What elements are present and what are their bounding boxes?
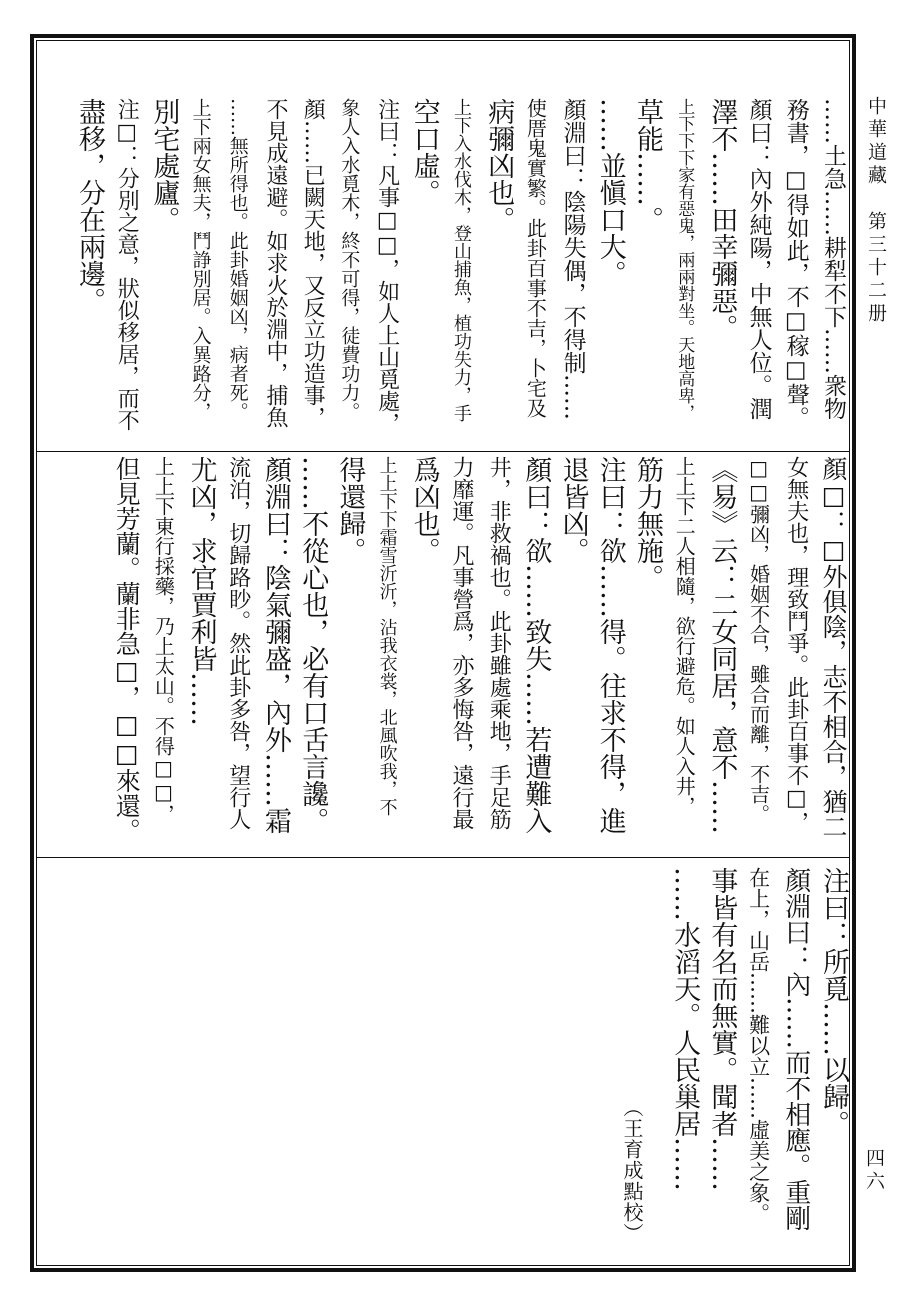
text-column: 草能……。	[632, 98, 663, 233]
text-column: 顏□：□外俱陰，志不相合，猶二	[819, 456, 848, 839]
text-column: 注□：分別之意，狀似移居，而不	[114, 98, 140, 431]
text-column: 注曰：所覓……以歸。	[818, 867, 849, 1137]
text-column: 顏……已闕天地，又反立功造事，	[300, 98, 326, 428]
text-column: 上下兩女無夫，鬥諍別居。入異路分，	[189, 98, 212, 421]
text-column: 女無夫也，理致鬥爭。此卦百事不□，	[783, 456, 809, 833]
text-column: ……並愼口大。	[594, 98, 626, 287]
text-column: 退皆凶。	[557, 456, 589, 564]
text-column: ……水滔天。人民巢居……	[669, 867, 701, 1191]
text-column: 上下下下家有惡鬼，兩兩對坐。天地高卑，	[674, 98, 695, 421]
panel-divider-top	[37, 451, 849, 452]
text-column: 上上下下霜雪沂沂，沾我衣裳，北風吹我，不	[376, 456, 398, 816]
text-column: 顏淵曰：內……而不相應。重剛	[780, 867, 811, 1231]
text-column: 別宅處廬。	[148, 98, 180, 233]
running-header: 中華道藏 第三十二册	[865, 96, 887, 326]
text-column: ……無所得也。此卦婚姻凶，病者死。	[226, 98, 249, 421]
text-column: 使厝鬼實繁。此卦百事不吉，卜宅及	[523, 98, 548, 418]
text-column: 尤凶，求官賈利皆……	[185, 456, 217, 726]
text-column: 但見芳蘭。蘭非急□，□□來還。	[112, 456, 142, 843]
text-column: 上下入水伐木，登山捕魚，植功失力，手	[451, 98, 472, 422]
text-column: 盡移，分在兩邊。	[74, 98, 105, 314]
text-column: 得還歸。	[334, 456, 366, 564]
text-column: 井，非救禍也。此卦雖處乘地，手足筋	[486, 456, 512, 830]
text-column: 不見成遠避。如求火於淵中，捕魚	[263, 98, 288, 428]
text-column: 《易》云：二女同居，意不……	[706, 456, 738, 834]
text-column: 顏淵曰：陰氣彌盛，內外……霜	[260, 456, 291, 834]
text-column: 筋力無施。	[632, 456, 663, 591]
text-column: 務書，□得如此，不□稼□聲。	[782, 98, 809, 429]
text-column: 象人入水覓木，終不可得，徒費功力。	[338, 98, 361, 421]
text-column: 上上下東行採藥，乃上太山。不得□□，	[151, 456, 176, 824]
text-column: 病彌凶也。	[483, 98, 515, 233]
text-column: 在上，山岳……難以立……虛美之象。	[746, 867, 771, 1224]
text-column: 事皆有名而無實。聞者……	[706, 867, 738, 1191]
text-column: ……不從心也，必有口舌言讒。	[297, 456, 329, 834]
text-column: 澤不……田幸彌惡。	[706, 98, 738, 341]
text-column: 顏曰：欲……致失……若遭難入	[520, 456, 552, 834]
panel-divider-bottom	[37, 857, 849, 858]
text-column: 爲凶也。	[408, 456, 440, 564]
page-number: 四六	[863, 1148, 885, 1194]
text-column: ……土急……耕犁不下……衆物	[820, 98, 846, 420]
text-column: 注曰：凡事□□，如人上山覓處，	[374, 98, 400, 434]
text-column: 顏淵曰：陰陽失偶，不得制……	[559, 98, 586, 420]
text-column: □□彌凶，婚姻不合，雖合而離，不吉。	[746, 456, 771, 824]
proofreader-note: （王育成點校）	[620, 1097, 644, 1244]
text-column: 顏曰：內外純陽，中無人位。潤	[745, 98, 772, 420]
text-column: 力靡運。凡事營爲，亦多悔咎，遠行最	[449, 456, 474, 830]
text-column: 上上下二人相隨，欲行避危。如人入井，	[672, 456, 697, 816]
text-column: 空口虛。	[408, 98, 440, 206]
text-column: 注曰：欲……得。往求不得，進	[594, 456, 626, 834]
text-column: 流泊，切歸路眇。然此卦多咎，望行人	[225, 456, 251, 830]
